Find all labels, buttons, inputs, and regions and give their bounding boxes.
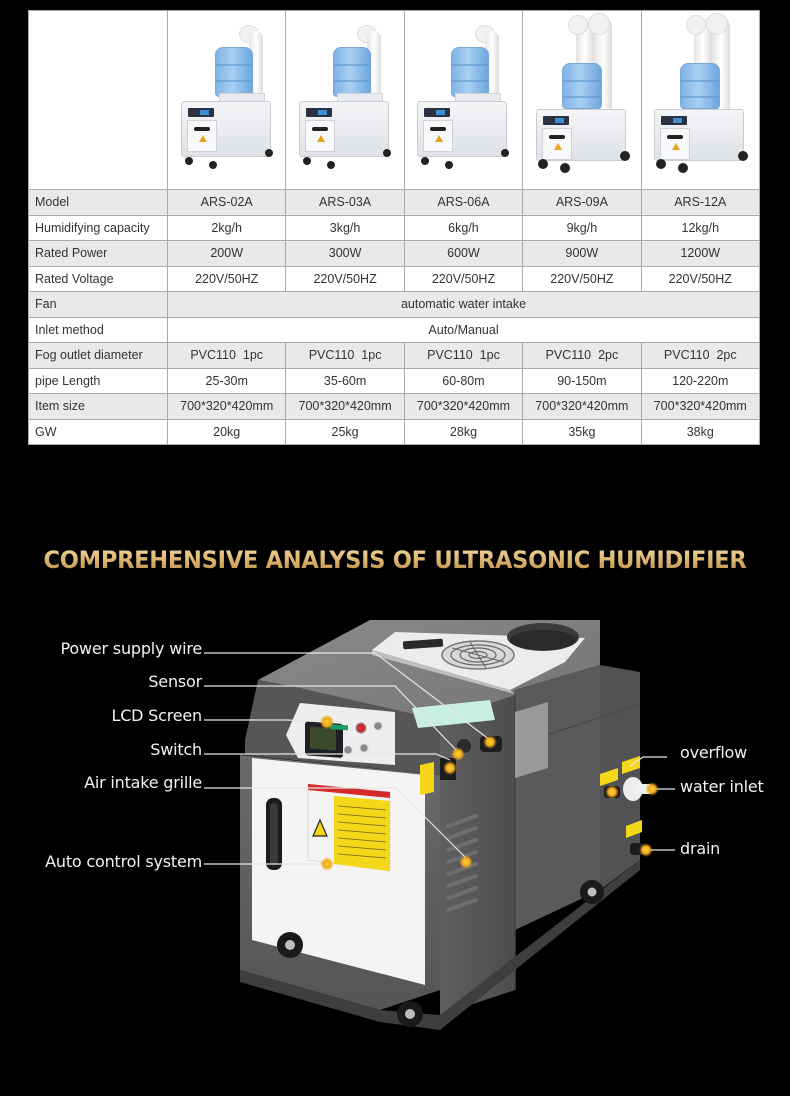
callout-drain: drain bbox=[680, 839, 721, 858]
cell: ARS-03A bbox=[286, 190, 404, 216]
table-row-humidifying-capacity bbox=[29, 215, 760, 241]
table-row-gw bbox=[29, 419, 760, 445]
spec-table bbox=[28, 10, 760, 445]
humidifier-diagram bbox=[0, 600, 790, 1096]
cell: 700*320*420mm bbox=[641, 394, 759, 420]
cell: 28kg bbox=[404, 419, 522, 445]
product-image-cell bbox=[523, 11, 641, 190]
cell: ARS-02A bbox=[168, 190, 286, 216]
cell: PVC110 2pc bbox=[523, 343, 641, 369]
cell: ARS-09A bbox=[523, 190, 641, 216]
product-image-cell bbox=[168, 11, 286, 190]
cell: 35kg bbox=[523, 419, 641, 445]
cell: 6kg/h bbox=[404, 215, 522, 241]
product-image-cell bbox=[404, 11, 522, 190]
table-row-pipe-length bbox=[29, 368, 760, 394]
product-image-ars-03a bbox=[287, 11, 403, 189]
row-label: Rated Power bbox=[29, 241, 168, 267]
product-image-cell bbox=[641, 11, 759, 190]
cell: 300W bbox=[286, 241, 404, 267]
cell: ARS-12A bbox=[641, 190, 759, 216]
callout-overflow: overflow bbox=[680, 743, 748, 762]
cell: 700*320*420mm bbox=[404, 394, 522, 420]
callout-power-supply-wire: Power supply wire bbox=[60, 639, 202, 658]
section-heading: COMPREHENSIVE ANALYSIS OF ULTRASONIC HUMIDIFIER bbox=[24, 546, 767, 574]
cell: 35-60m bbox=[286, 368, 404, 394]
humidifier-illustration bbox=[0, 600, 790, 1096]
cell: 2kg/h bbox=[168, 215, 286, 241]
product-image-cell bbox=[286, 11, 404, 190]
cell: 220V/50HZ bbox=[286, 266, 404, 292]
callout-water-inlet: water inlet bbox=[680, 777, 764, 796]
cell: 9kg/h bbox=[523, 215, 641, 241]
cell: PVC110 2pc bbox=[641, 343, 759, 369]
cell: 220V/50HZ bbox=[168, 266, 286, 292]
cell: PVC110 1pc bbox=[404, 343, 522, 369]
callout-sensor: Sensor bbox=[148, 672, 202, 691]
cell: 1200W bbox=[641, 241, 759, 267]
row-label: pipe Length bbox=[29, 368, 168, 394]
table-row-fan bbox=[29, 292, 760, 318]
row-label: Model bbox=[29, 190, 168, 216]
cell: 700*320*420mm bbox=[523, 394, 641, 420]
cell: 220V/50HZ bbox=[641, 266, 759, 292]
cell: 38kg bbox=[641, 419, 759, 445]
cell: ARS-06A bbox=[404, 190, 522, 216]
cell: 220V/50HZ bbox=[523, 266, 641, 292]
cell: 120-220m bbox=[641, 368, 759, 394]
empty-header-cell bbox=[29, 11, 168, 190]
product-image-ars-06a bbox=[405, 11, 521, 189]
row-label: GW bbox=[29, 419, 168, 445]
cell: 600W bbox=[404, 241, 522, 267]
table-row-inlet-method bbox=[29, 317, 760, 343]
table-row-item-size bbox=[29, 394, 760, 420]
product-image-ars-02a bbox=[169, 11, 285, 189]
product-image-ars-12a bbox=[642, 11, 758, 189]
table-row-rated-power bbox=[29, 241, 760, 267]
table-row-fog-outlet-diameter bbox=[29, 343, 760, 369]
row-label: Humidifying capacity bbox=[29, 215, 168, 241]
callout-air-intake-grille: Air intake grille bbox=[84, 773, 202, 792]
cell: 25-30m bbox=[168, 368, 286, 394]
row-label: Fan bbox=[29, 292, 168, 318]
callout-auto-control-system: Auto control system bbox=[45, 852, 202, 871]
cell: 700*320*420mm bbox=[168, 394, 286, 420]
cell: 220V/50HZ bbox=[404, 266, 522, 292]
cell: 3kg/h bbox=[286, 215, 404, 241]
cell: 20kg bbox=[168, 419, 286, 445]
merged-cell: automatic water intake bbox=[168, 292, 760, 318]
table-row-model bbox=[29, 190, 760, 216]
table-row-rated-voltage bbox=[29, 266, 760, 292]
row-label: Rated Voltage bbox=[29, 266, 168, 292]
cell: PVC110 1pc bbox=[168, 343, 286, 369]
cell: 60-80m bbox=[404, 368, 522, 394]
cell: 25kg bbox=[286, 419, 404, 445]
merged-cell: Auto/Manual bbox=[168, 317, 760, 343]
product-image-ars-09a bbox=[524, 11, 640, 189]
cell: 900W bbox=[523, 241, 641, 267]
cell: 700*320*420mm bbox=[286, 394, 404, 420]
row-label: Item size bbox=[29, 394, 168, 420]
row-label: Inlet method bbox=[29, 317, 168, 343]
callout-lcd-screen: LCD Screen bbox=[111, 706, 202, 725]
cell: 12kg/h bbox=[641, 215, 759, 241]
cell: PVC110 1pc bbox=[286, 343, 404, 369]
cell: 200W bbox=[168, 241, 286, 267]
callout-switch: Switch bbox=[150, 740, 202, 759]
cell: 90-150m bbox=[523, 368, 641, 394]
row-label: Fog outlet diameter bbox=[29, 343, 168, 369]
product-image-row bbox=[29, 11, 760, 190]
